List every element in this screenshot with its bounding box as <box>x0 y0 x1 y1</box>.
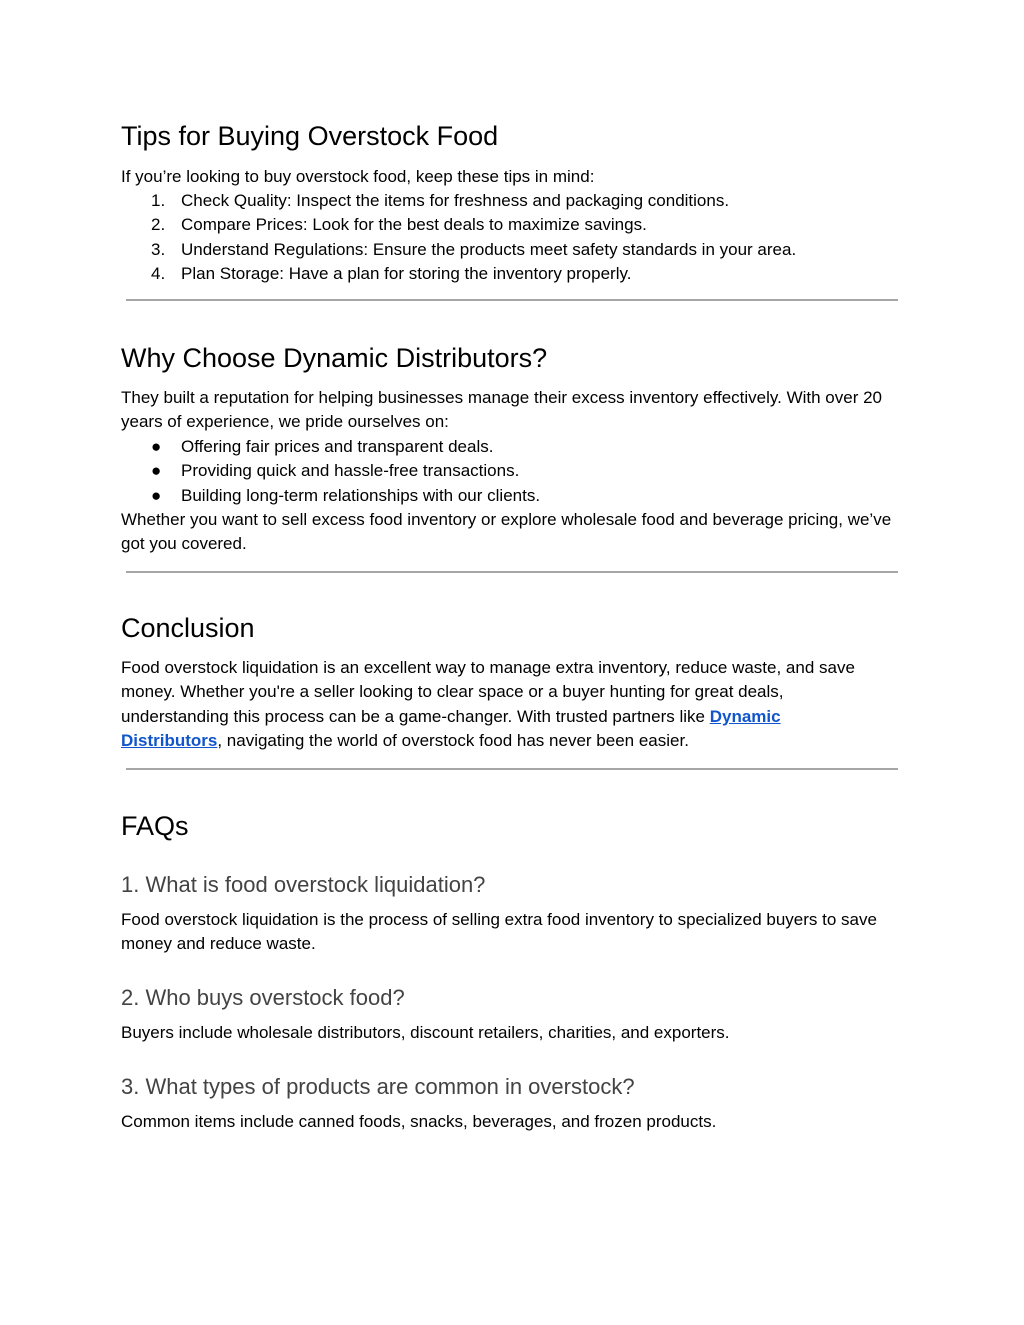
faqs-heading: FAQs <box>121 811 189 841</box>
bullet-marker: ● <box>151 485 162 505</box>
list-item <box>121 213 911 237</box>
list-item <box>121 484 911 508</box>
faq-question: 1. What is food overstock liquidation? <box>121 872 486 897</box>
list-item-text: Compare Prices: Look for the best deals to maximize savings. <box>181 215 647 235</box>
list-marker: 2. <box>151 215 166 235</box>
faq-question: 3. What types of products are common in overstock? <box>121 1074 635 1099</box>
list-item <box>121 435 911 459</box>
conclusion-paragraph <box>121 656 881 754</box>
list-item <box>121 189 911 213</box>
list-item-text: Building long-term relationships with our clients. <box>181 485 541 505</box>
list-marker: 3. <box>151 239 166 259</box>
why-intro: They built a reputation for helping businesses manage their excess inventory effectively. With over 20 years of experience, we pride ourselves on: <box>121 388 882 432</box>
tips-list <box>121 189 911 287</box>
tips-heading: Tips for Buying Overstock Food <box>121 121 499 151</box>
list-item-text: Understand Regulations: Ensure the products meet safety standards in your area. <box>181 239 797 259</box>
tips-intro: If you’re looking to buy overstock food, keep these tips in mind: <box>121 167 595 186</box>
conclusion-text: Food overstock liquidation is an excellent way to manage extra inventory, reduce waste, and save money. Whether you're a seller looking to clear space or a buyer hunting for great deals, understanding this process can be a game-changer. With trusted partners like <box>121 658 855 726</box>
list-marker: 4. <box>151 264 166 284</box>
why-heading: Why Choose Dynamic Distributors? <box>121 343 548 373</box>
why-list <box>121 435 911 508</box>
list-item-text: Check Quality: Inspect the items for freshness and packaging conditions. <box>181 191 730 210</box>
bullet-marker: ● <box>151 461 162 481</box>
conclusion-text-end: , navigating the world of overstock food has never been easier. <box>217 731 689 751</box>
list-item-text: Offering fair prices and transparent deals. <box>181 437 494 456</box>
dynamic-distributors-link[interactable]: Dynamic Distributors <box>121 706 781 751</box>
list-item <box>121 459 911 483</box>
list-item <box>121 262 911 286</box>
faq-question: 2. Who buys overstock food? <box>121 985 405 1010</box>
faq-answer: Common items include canned foods, snacks, beverages, and frozen products. <box>121 1112 717 1131</box>
bullet-marker: ● <box>151 437 162 456</box>
faq-answer: Food overstock liquidation is the process of selling extra food inventory to specialized buyers to save money and reduce waste. <box>121 910 877 954</box>
conclusion-heading: Conclusion <box>121 613 255 643</box>
section-divider <box>126 299 898 301</box>
section-divider <box>126 768 898 770</box>
list-item <box>121 238 911 262</box>
list-item-text: Providing quick and hassle-free transactions. <box>181 461 520 481</box>
faq-answer: Buyers include wholesale distributors, discount retailers, charities, and exporters. <box>121 1023 730 1042</box>
list-marker: 1. <box>151 191 166 210</box>
section-divider <box>126 571 898 573</box>
list-item-text: Plan Storage: Have a plan for storing the inventory properly. <box>181 264 632 284</box>
why-closing: Whether you want to sell excess food inventory or explore wholesale food and beverage pricing, we’ve got you covered. <box>121 510 892 554</box>
